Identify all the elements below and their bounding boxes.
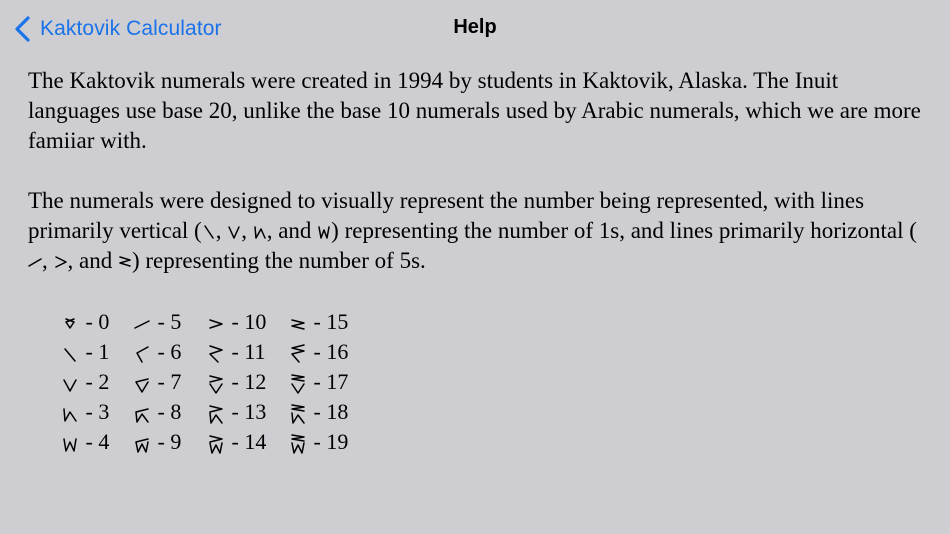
design-text-3: ) representing the number of 5s.	[131, 248, 426, 273]
numeral-entry: - 14	[208, 427, 290, 457]
kaktovik-18-icon	[290, 403, 306, 425]
kaktovik-13-icon	[208, 403, 224, 425]
design-paragraph	[28, 186, 928, 276]
back-button-label[interactable]: Kaktovik Calculator	[40, 17, 222, 40]
separator: , and	[266, 218, 318, 243]
numeral-entry: - 6	[134, 337, 208, 367]
kaktovik-7-icon	[134, 373, 150, 395]
numeral-entry: - 17	[290, 367, 370, 397]
numeral-entry: - 5	[134, 307, 208, 337]
kaktovik-9-icon	[134, 433, 150, 455]
page-title: Help	[453, 16, 497, 38]
numeral-entry: - 13	[208, 397, 290, 427]
numeral-entry: - 10	[208, 307, 290, 337]
numeral-table	[62, 307, 370, 457]
kaktovik-6-icon	[134, 343, 150, 365]
kaktovik-2-icon	[62, 373, 78, 395]
kaktovik-10-icon	[208, 313, 224, 335]
design-text-1: The numerals were designed to visually represent the number being represented, with lines primarily vertical (	[28, 188, 865, 243]
kaktovik-10-icon	[54, 251, 68, 271]
kaktovik-8-icon	[134, 403, 150, 425]
numeral-entry: - 7	[134, 367, 208, 397]
kaktovik-3-icon	[253, 221, 267, 241]
kaktovik-11-icon	[208, 343, 224, 365]
intro-paragraph: The Kaktovik numerals were created in 1994 by students in Kaktovik, Alaska. The Inuit languages use base 20, unlike the base 10 numerals used by Arabic numerals, which we are more famiiar with.	[28, 68, 921, 153]
kaktovik-19-icon	[290, 433, 306, 455]
kaktovik-14-icon	[208, 433, 224, 455]
separator: ,	[42, 248, 54, 273]
kaktovik-16-icon	[290, 343, 306, 365]
separator: ,	[215, 218, 228, 243]
help-content	[28, 66, 928, 276]
numeral-entry: - 18	[290, 397, 370, 427]
numeral-entry: - 4	[62, 427, 134, 457]
navigation-bar	[0, 0, 950, 58]
kaktovik-15-icon	[118, 251, 132, 271]
kaktovik-1-icon	[202, 221, 216, 241]
separator: ,	[241, 218, 253, 243]
kaktovik-15-icon	[290, 313, 306, 335]
numeral-entry: - 0	[62, 307, 134, 337]
numeral-entry: - 16	[290, 337, 370, 367]
design-text-2: ) representing the number of 1s, and lines primarily horizontal (	[331, 218, 917, 243]
kaktovik-4-icon	[62, 433, 78, 455]
numeral-entry: - 8	[134, 397, 208, 427]
separator: , and	[67, 248, 118, 273]
kaktovik-0-icon	[62, 313, 78, 335]
kaktovik-4-icon	[317, 221, 331, 241]
numeral-entry: - 11	[208, 337, 290, 367]
numeral-entry: - 19	[290, 427, 370, 457]
numeral-entry: - 2	[62, 367, 134, 397]
numeral-entry: - 1	[62, 337, 134, 367]
kaktovik-5-icon	[134, 313, 150, 335]
kaktovik-12-icon	[208, 373, 224, 395]
kaktovik-17-icon	[290, 373, 306, 395]
kaktovik-5-icon	[28, 251, 42, 271]
numeral-entry: - 9	[134, 427, 208, 457]
kaktovik-2-icon	[227, 221, 241, 241]
numeral-entry: - 3	[62, 397, 134, 427]
kaktovik-3-icon	[62, 403, 78, 425]
kaktovik-1-icon	[62, 343, 78, 365]
numeral-entry: - 12	[208, 367, 290, 397]
numeral-entry: - 15	[290, 307, 370, 337]
